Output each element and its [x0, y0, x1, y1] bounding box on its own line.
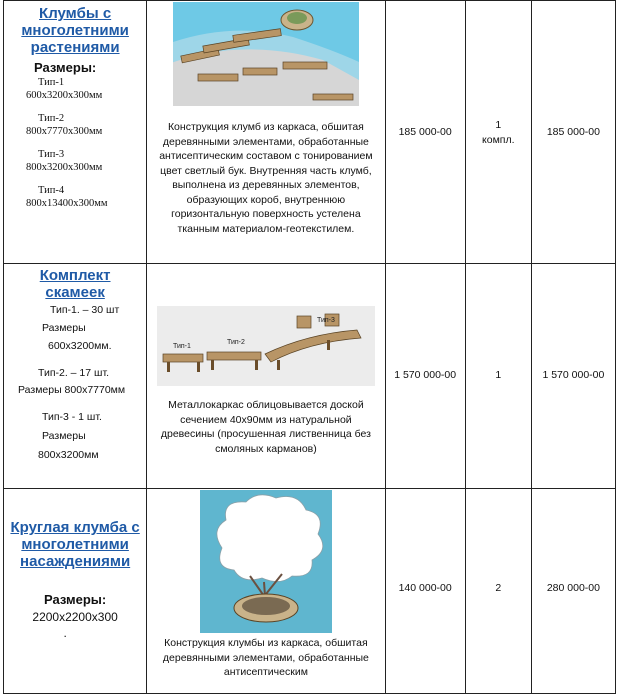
quantity: 1 [495, 369, 502, 381]
table-row [4, 264, 616, 489]
price-cell [385, 489, 465, 694]
name-cell [4, 264, 147, 489]
total-cell [531, 1, 615, 264]
total-price: 185 000-00 [546, 126, 600, 138]
qty-cell [465, 264, 531, 489]
spec-line: Размеры [42, 430, 86, 442]
flowerbeds-image [173, 2, 359, 106]
sizes-heading: Размеры: [34, 60, 97, 75]
table-row [4, 1, 616, 264]
spec-line: 800х3200мм [38, 449, 99, 461]
item-description: Металлокаркас облицовывается доской сечением 40х90мм из натуральной древесины (просушенная лиственница без смоляных карманов) [160, 399, 371, 455]
sizes-heading: Размеры: [43, 592, 107, 607]
unit-price: 185 000-00 [398, 126, 452, 138]
item-title[interactable]: Клумбы с многолетними растениями [21, 5, 129, 56]
description-cell [147, 489, 385, 694]
benches-image [157, 306, 375, 386]
size-value: 2200х2200х300 [32, 610, 118, 624]
type-name: Тип-3 [38, 149, 65, 160]
bench-label: Тип-2 [226, 339, 245, 346]
total-cell [531, 264, 615, 489]
name-cell [4, 489, 147, 694]
price-cell [385, 1, 465, 264]
unit-price: 140 000-00 [398, 582, 452, 594]
spec-line: Тип-2. – 17 шт. [38, 367, 110, 379]
type-size: 800х7770х300мм [26, 126, 103, 137]
item-description: Конструкция клумб из каркаса, обшитая деревянными элементами, обработанные антисептическим составом с тонированием цвет светлый бук. Внутренняя часть клумб, выполнена из деревянных элементов, образующих короб, внутреннюю горизонтальную поверхность устелена тканным материалом-геотекстилем. [159, 121, 373, 235]
item-description: Конструкция клумбы из каркаса, обшитая деревянными элементами, обработанные антисептическим [162, 637, 369, 678]
qty-cell [465, 1, 531, 264]
bench-label: Тип-3 [316, 317, 335, 324]
total-cell [531, 489, 615, 694]
name-cell [4, 1, 147, 264]
price-cell [385, 264, 465, 489]
table-row [4, 489, 616, 694]
size-dot: . [63, 626, 67, 640]
spec-line: Размеры 800х7770мм [18, 384, 126, 396]
item-title[interactable]: Комплект скамеек [39, 267, 111, 301]
qty-cell [465, 489, 531, 694]
unit-price: 1 570 000-00 [394, 369, 457, 381]
quantity: 1 компл. [482, 119, 515, 146]
item-title[interactable]: Круглая клумба с многолетними насаждениями [10, 519, 140, 570]
spec-line: Тип-3 - 1 шт. [42, 411, 102, 423]
type-name: Тип-1 [38, 77, 65, 88]
spec-table [3, 0, 616, 694]
total-price: 280 000-00 [546, 582, 600, 594]
description-cell [147, 264, 385, 489]
round-flowerbed-image [200, 490, 332, 633]
type-size: 800х13400х300мм [26, 198, 108, 209]
spec-line: 600х3200мм. [48, 340, 112, 352]
type-size: 800х3200х300мм [26, 162, 103, 173]
type-name: Тип-2 [38, 113, 65, 124]
description-cell [147, 1, 385, 264]
total-price: 1 570 000-00 [542, 369, 605, 381]
spec-line: Размеры [42, 322, 86, 334]
quantity: 2 [495, 582, 502, 594]
type-name: Тип-4 [38, 185, 65, 196]
bench-label: Тип-1 [172, 343, 191, 350]
type-size: 600х3200х300мм [26, 90, 103, 101]
spec-line: Тип-1. – 30 шт [50, 304, 120, 316]
